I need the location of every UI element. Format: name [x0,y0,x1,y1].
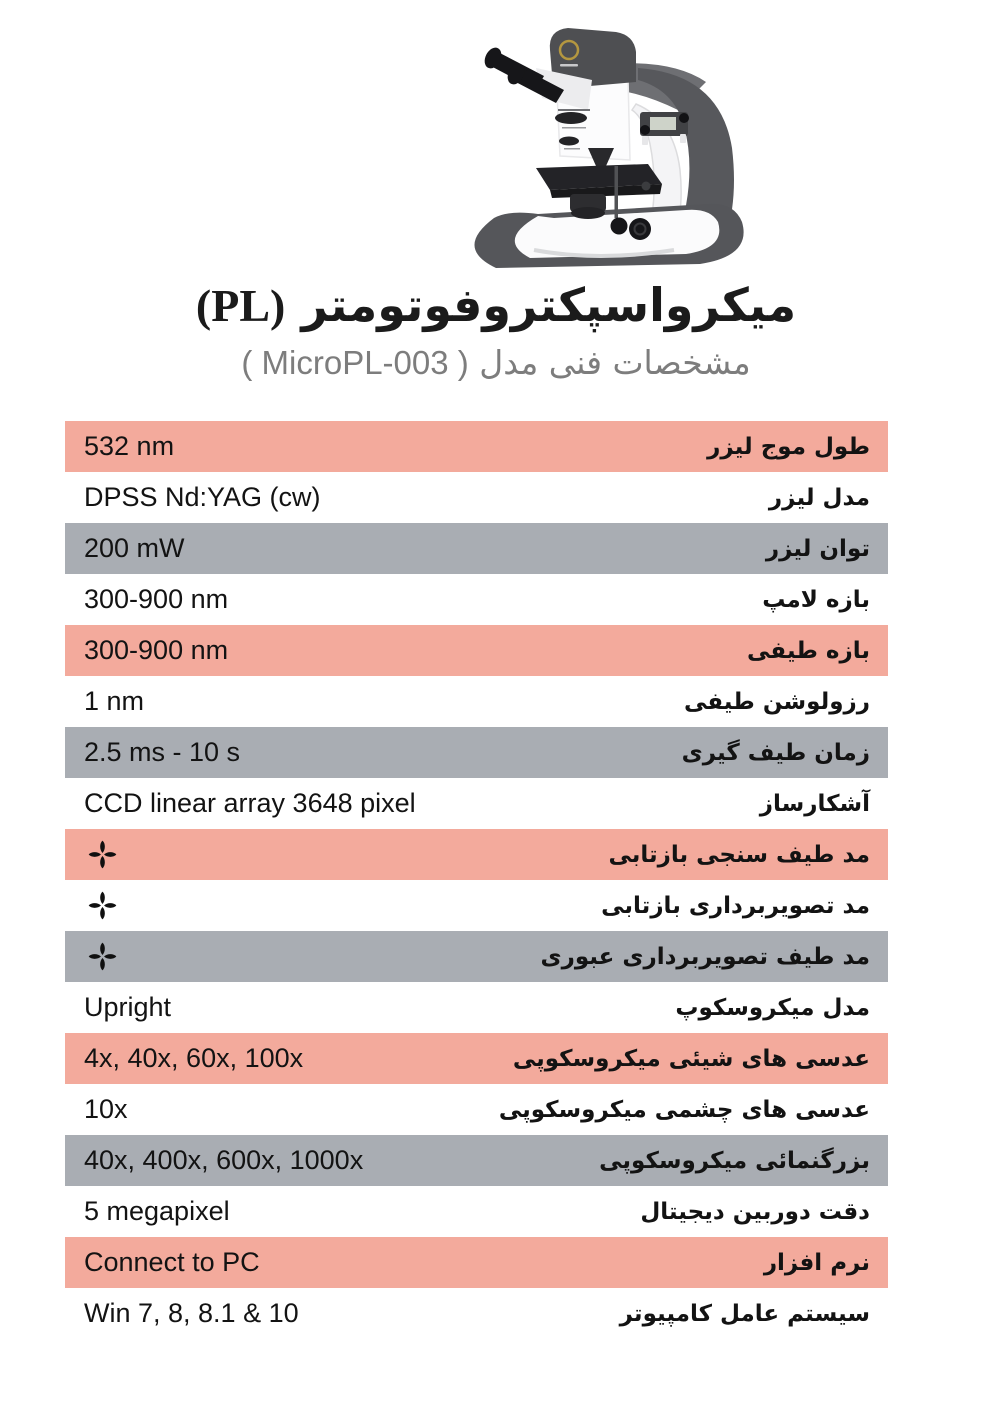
table-row [65,625,888,676]
table-row [65,1288,888,1339]
spec-label: توان لیزر [765,535,870,562]
table-row [65,931,888,982]
spec-value: 2.5 ms - 10 s [84,737,241,767]
page-title [0,276,992,335]
spec-label: آشکارساز [759,790,870,817]
spec-table [65,421,888,1339]
table-row [65,574,888,625]
four-petal-asterisk-icon [87,890,118,921]
spec-value: 532 nm [84,431,175,461]
spec-label: بازه لامپ [762,586,870,613]
spec-label: بازه طیفی [747,637,870,664]
spec-label: عدسی های چشمی میکروسکوپی [498,1096,870,1123]
spec-value: Upright [84,992,172,1022]
table-row [65,472,888,523]
spec-label: رزولوشن طیفی [683,688,870,715]
table-row [65,421,888,472]
table-row [65,727,888,778]
four-petal-asterisk-icon [87,839,118,870]
spec-label: مدل میکروسکوپ [675,994,870,1021]
spec-value [65,890,118,921]
page-subtitle-en: ( MicroPL-003 ) [241,344,469,381]
spec-label: سیستم عامل کامپیوتر [619,1300,870,1327]
spec-label: نرم افزار [763,1249,870,1276]
spec-label: بزرگنمائی میکروسکوپی [599,1147,870,1174]
spec-value: 5 megapixel [84,1196,230,1226]
spec-value: 300-900 nm [84,635,229,665]
table-row [65,829,888,880]
spec-value [65,941,118,972]
table-row [65,1135,888,1186]
page-subtitle [0,341,992,385]
spec-label: دقت دوربین دیجیتال [640,1198,870,1225]
spec-label: مد تصویربرداری بازتابی [601,892,870,919]
spec-label: عدسی های شیئی میکروسکوپی [512,1045,870,1072]
spec-value: CCD linear array 3648 pixel [84,788,416,818]
spec-label: مدل لیزر [768,484,870,511]
table-row [65,982,888,1033]
spec-label: مد طیف سنجی بازتابی [608,841,870,868]
spec-label: طول موج لیزر [707,433,870,460]
spec-value [65,839,118,870]
table-row [65,523,888,574]
spec-value: Win 7, 8, 8.1 & 10 [84,1298,299,1328]
four-petal-asterisk-icon [87,941,118,972]
spec-label: مد طیف تصویربرداری عبوری [540,943,870,970]
spec-value: 1 nm [84,686,145,716]
microscope-illustration [438,8,778,278]
table-row [65,676,888,727]
upright-microscope-image [438,8,778,278]
page-title-en: (PL) [195,280,286,331]
spec-value: 300-900 nm [84,584,229,614]
spec-value: DPSS Nd:YAG (cw) [84,482,321,512]
table-row [65,1186,888,1237]
page-title-fa: میکرواسپکتروفوتومتر [301,278,797,332]
table-row [65,778,888,829]
table-row [65,880,888,931]
spec-value: 4x, 40x, 60x, 100x [84,1043,304,1073]
spec-value: 200 mW [84,533,185,563]
spec-value: Connect to PC [84,1247,260,1277]
spec-value: 40x, 400x, 600x, 1000x [84,1145,364,1175]
spec-value: 10x [84,1094,128,1124]
spec-label: زمان طیف گیری [681,739,870,766]
page-subtitle-fa: مشخصات فنی مدل [479,343,751,382]
table-row [65,1033,888,1084]
table-row [65,1237,888,1288]
table-row [65,1084,888,1135]
